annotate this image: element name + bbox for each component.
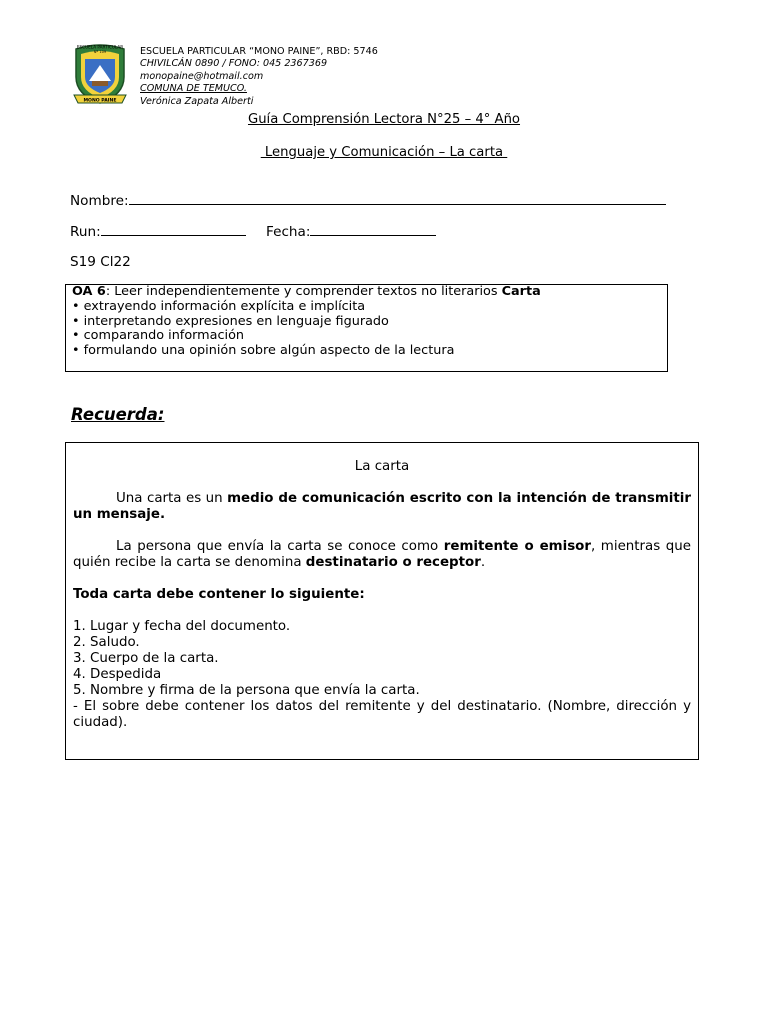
carta-item: 1. Lugar y fecha del documento. xyxy=(73,619,291,634)
objective-bullet: • interpretando expresiones en lenguaje figurado xyxy=(72,313,389,329)
logo-text-mid: Nº 109 xyxy=(93,50,107,54)
guide-code: S19 Cl22 xyxy=(70,254,131,270)
school-crest-logo xyxy=(72,43,128,107)
nombre-label: Nombre: xyxy=(70,193,129,209)
carta-contains-heading xyxy=(73,587,691,603)
fecha-line[interactable] xyxy=(310,223,436,236)
run-line[interactable] xyxy=(101,223,246,236)
logo-text-bottom: MONO PAINE xyxy=(83,98,117,104)
objective-code: OA 6 xyxy=(72,284,106,299)
carta-item: - El sobre debe contener los datos del remitente y del destinatario. (Nombre, dirección y ciudad). xyxy=(73,699,691,730)
objective-topic: Carta xyxy=(501,284,541,299)
carta-p2-bold-b: destinatario o receptor xyxy=(305,555,481,570)
carta-info-box xyxy=(65,442,699,760)
carta-p1-bold: medio de comunicación escrito con la intención de transmitir un mensaje. xyxy=(73,491,691,522)
carta-paragraph-1 xyxy=(73,491,691,523)
carta-p2-text-a: La persona que envía la carta se conoce como xyxy=(116,539,444,554)
objective-intro: : Leer independientemente y comprender textos no literarios xyxy=(105,284,502,299)
carta-p2-text-c: . xyxy=(480,555,486,570)
objective-bullet: • comparando información xyxy=(72,328,245,344)
carta-p1-text: Una carta es un xyxy=(116,491,228,506)
carta-p2-text-b: , mientras que quién recibe la carta se denomina xyxy=(73,539,696,570)
school-address: CHIVILCÁN 0890 / FONO: 045 2367369 xyxy=(140,58,328,70)
fecha-label: Fecha: xyxy=(266,224,311,240)
objective-bullet: • formulando una opinión sobre algún aspecto de la lectura xyxy=(72,343,455,359)
page-title: Guía Comprensión Lectora N°25 – 4° Año xyxy=(247,112,521,127)
run-field[interactable] xyxy=(70,223,246,240)
school-info xyxy=(140,46,378,108)
carta-p2-bold-a: remitente o emisor xyxy=(443,539,591,554)
carta-paragraph-2 xyxy=(73,539,696,571)
nombre-field[interactable] xyxy=(70,192,666,209)
objective-header xyxy=(72,285,661,300)
carta-item: 4. Despedida xyxy=(73,667,162,682)
carta-item: 3. Cuerpo de la carta. xyxy=(73,651,219,666)
school-commune: COMUNA DE TEMUCO. xyxy=(140,83,247,95)
objective-box xyxy=(65,284,668,372)
run-label: Run: xyxy=(70,224,101,240)
school-name: ESCUELA PARTICULAR “MONO PAINE”, RBD: 5746 xyxy=(140,46,378,57)
logo-text-top: ESCUELA PARTICULAR xyxy=(76,44,124,50)
carta-item: 2. Saludo. xyxy=(73,635,140,650)
nombre-line[interactable] xyxy=(129,192,666,205)
page-subtitle: Lenguaje y Comunicación – La carta xyxy=(260,145,508,160)
carta-contains-title: Toda carta debe contener lo siguiente: xyxy=(73,587,365,602)
school-email: monopaine@hotmail.com xyxy=(140,70,264,82)
carta-item: 5. Nombre y firma de la persona que envía la carta. xyxy=(73,683,420,698)
teacher-name: Verónica Zapata Alberti xyxy=(140,95,254,107)
fecha-field[interactable] xyxy=(266,223,436,240)
objective-bullet: • extrayendo información explícita e implícita xyxy=(72,298,366,314)
carta-title: La carta xyxy=(354,459,410,474)
recuerda-heading: Recuerda: xyxy=(71,405,165,424)
